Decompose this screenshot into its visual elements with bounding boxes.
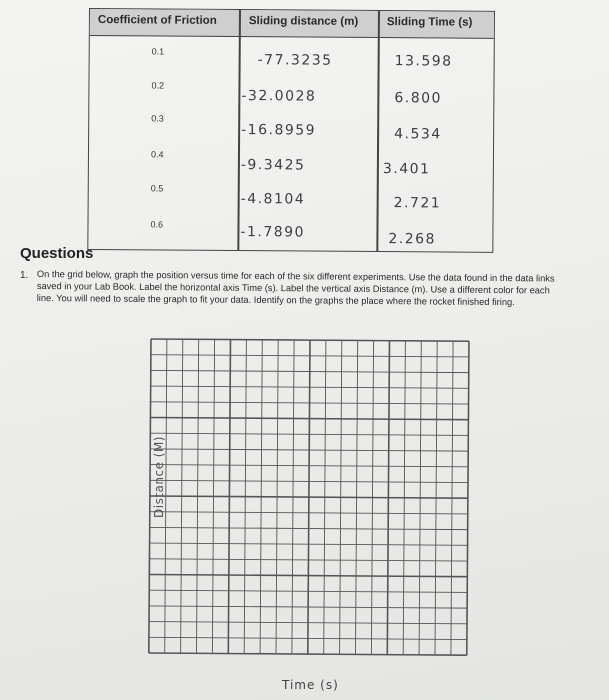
questions-heading: Questions	[20, 245, 94, 262]
table-column-divider	[376, 11, 379, 251]
data-table	[87, 8, 495, 253]
y-axis-label: Distance (M)	[152, 435, 167, 519]
cell-coefficient: 0.1	[151, 46, 165, 57]
cell-time: 13.598	[394, 53, 453, 70]
cell-distance: -4.8104	[240, 191, 306, 208]
question-text: On the grid below, graph the position versus time for each of the six different experiments. Use the data found in the data links saved in your Lab Book. Label the horizontal axis Time (s). Label the vertical axis Distance (m). Use a different color for each line. You will need to scale the graph to fit your data. Identify on the graphs the place where the rocket finished firing.	[36, 268, 555, 308]
cell-coefficient: 0.5	[150, 183, 164, 194]
cell-time: 3.401	[382, 161, 431, 178]
cell-coefficient: 0.6	[150, 219, 164, 230]
cell-distance: -1.7890	[240, 224, 306, 241]
cell-coefficient: 0.4	[150, 149, 164, 160]
question-number: 1.	[20, 270, 29, 281]
cell-time: 4.534	[394, 126, 442, 143]
graph-grid[interactable]	[148, 338, 470, 656]
graph-grid-svg	[148, 338, 470, 656]
cell-distance: -32.0028	[241, 88, 317, 105]
cell-distance: -16.8959	[241, 122, 317, 139]
x-axis-label: Time (s)	[282, 678, 339, 692]
header-coefficient: Coefficient of Friction	[97, 14, 217, 27]
cell-time: 6.800	[394, 90, 443, 107]
table-column-divider	[237, 10, 240, 250]
header-sliding-time: Sliding Time (s)	[386, 16, 473, 29]
cell-coefficient: 0.2	[151, 80, 165, 91]
cell-distance: -77.3235	[257, 52, 333, 69]
cell-time: 2.721	[393, 195, 442, 212]
header-sliding-distance: Sliding distance (m)	[248, 15, 359, 28]
cell-distance: -9.3425	[240, 157, 306, 174]
cell-time: 2.268	[388, 231, 437, 248]
cell-coefficient: 0.3	[151, 113, 164, 124]
